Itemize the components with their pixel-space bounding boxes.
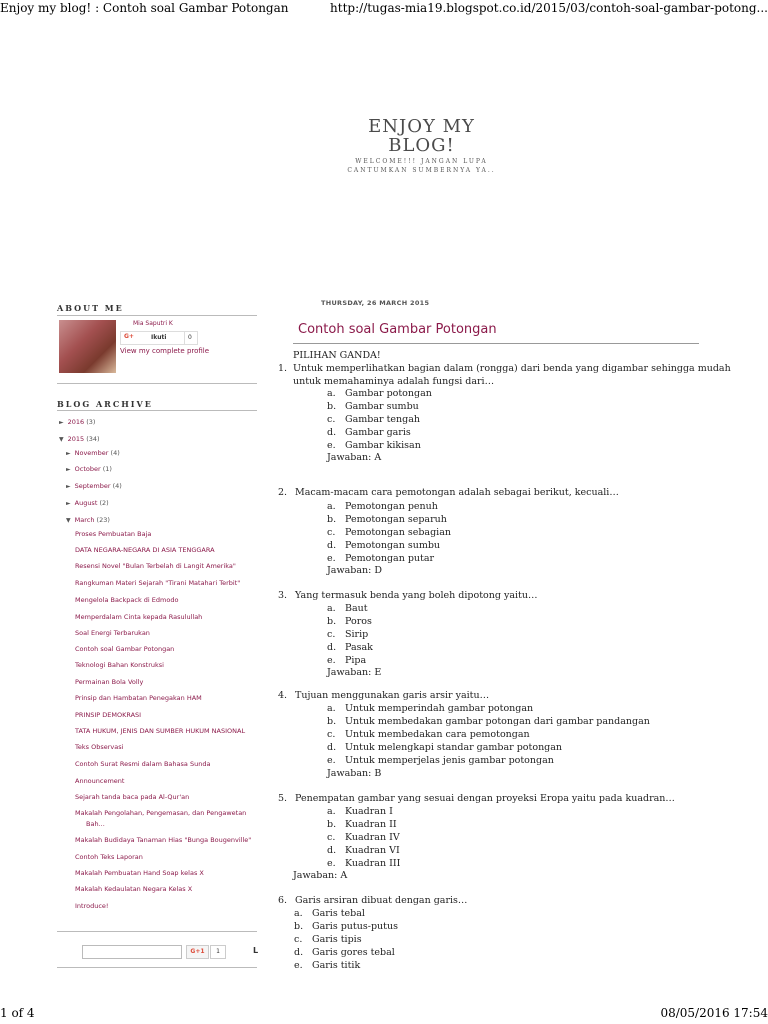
archive-year-2016[interactable]	[59, 418, 95, 426]
option-letter: d.	[327, 540, 337, 551]
question-text: Untuk memperlihatkan bagian dalam (rongga) dari benda yang digambar sehingga mudah	[293, 363, 731, 374]
archive-post-link[interactable]: Mengelola Backpack di Edmodo	[75, 596, 179, 604]
archive-post-link[interactable]: Teks Observasi	[75, 743, 124, 751]
question-number: 2.	[278, 487, 288, 498]
option-letter: d.	[294, 947, 304, 958]
gplus-one-button[interactable]: G+1	[186, 945, 209, 959]
option-text: Garis tipis	[312, 934, 362, 945]
archive-post-link[interactable]: Prinsip dan Hambatan Penegakan HAM	[75, 694, 202, 702]
blog-description	[0, 157, 768, 175]
option-letter: b.	[327, 819, 337, 830]
archive-year-label[interactable]: 2015	[67, 435, 85, 443]
search-input[interactable]	[82, 945, 182, 959]
option-text: Pipa	[345, 655, 367, 666]
archive-month-october[interactable]	[66, 465, 112, 473]
archive-count: (1)	[102, 465, 112, 473]
print-page-url: http://tugas-mia19.blogspot.co.id/2015/03/contoh-soal-gambar-potong...	[330, 1, 768, 15]
question-text: Macam-macam cara pemotongan adalah sebagai berikut, kecuali…	[295, 487, 619, 498]
archive-post-link[interactable]: Sejarah tanda baca pada Al-Qur'an	[75, 793, 190, 801]
option-text: Untuk membedakan gambar potongan dari gambar pandangan	[345, 716, 650, 727]
option-text: Garis titik	[312, 960, 361, 971]
archive-post-link[interactable]: Memperdalam Cinta kepada Rasulullah	[75, 613, 203, 621]
option-letter: c.	[327, 414, 336, 425]
option-text: Untuk melengkapi standar gambar potongan	[345, 742, 563, 753]
archive-count: (4)	[110, 449, 120, 457]
question-number: 5.	[278, 793, 288, 804]
option-text: Pemotongan sumbu	[345, 540, 441, 551]
option-letter: e.	[327, 755, 336, 766]
option-letter: a.	[294, 908, 303, 919]
question-number: 6.	[278, 895, 288, 906]
option-letter: b.	[327, 514, 337, 525]
option-letter: a.	[327, 703, 336, 714]
archive-post-link[interactable]: Makalah Budidaya Tanaman Hias "Bunga Bougenville"	[75, 836, 252, 844]
archive-count: (23)	[96, 516, 110, 524]
archive-month-august[interactable]	[66, 499, 109, 507]
option-letter: a.	[327, 806, 336, 817]
option-text: Gambar potongan	[345, 388, 432, 399]
archive-post-link[interactable]: Soal Energi Terbarukan	[75, 629, 150, 637]
post-title[interactable]: Contoh soal Gambar Potongan	[298, 322, 497, 337]
option-text: Poros	[345, 616, 372, 627]
archive-post-link[interactable]: Permainan Bola Volly	[75, 678, 144, 686]
truncated-widget-label: L	[253, 946, 259, 955]
archive-month-label[interactable]: October	[74, 465, 101, 473]
archive-post-link-continued[interactable]: Bah...	[86, 820, 105, 828]
question-text: Garis arsiran dibuat dengan garis…	[295, 895, 468, 906]
archive-month-label[interactable]: March	[74, 516, 95, 524]
option-letter: d.	[327, 845, 337, 856]
option-letter: c.	[294, 934, 303, 945]
profile-name-link[interactable]: Mia Saputri K	[133, 320, 173, 327]
question-number: 3.	[278, 590, 288, 601]
print-page-number: 1 of 4	[0, 1006, 35, 1020]
option-text: Garis putus-putus	[312, 921, 398, 932]
archive-count: (2)	[99, 499, 109, 507]
print-timestamp: 08/05/2016 17:54	[660, 1006, 768, 1020]
question-text: untuk memahaminya adalah fungsi dari…	[293, 376, 495, 387]
archive-post-link[interactable]: PRINSIP DEMOKRASI	[75, 711, 142, 719]
blog-title[interactable]	[0, 117, 768, 155]
triangle-right-icon[interactable]: ►	[66, 450, 71, 457]
triangle-down-icon[interactable]: ▼	[66, 517, 71, 524]
divider	[57, 410, 257, 411]
option-letter: b.	[327, 401, 337, 412]
option-letter: c.	[327, 832, 336, 843]
option-letter: e.	[294, 960, 303, 971]
archive-post-link[interactable]: Makalah Kedaulatan Negara Kelas X	[75, 885, 193, 893]
answer-text: Jawaban: E	[327, 667, 382, 678]
archive-count: (4)	[112, 482, 122, 490]
option-text: Gambar tengah	[345, 414, 420, 425]
divider	[293, 343, 699, 344]
blog-title-line2: BLOG!	[388, 135, 455, 156]
option-text: Gambar kikisan	[345, 440, 421, 451]
archive-post-link[interactable]: Contoh Teks Laporan	[75, 853, 143, 861]
archive-post-link[interactable]: Introduce!	[75, 902, 109, 910]
option-letter: a.	[327, 501, 336, 512]
archive-post-link[interactable]: Makalah Pengolahan, Pengemasan, dan Pengawetan	[75, 809, 247, 817]
option-letter: b.	[294, 921, 304, 932]
option-text: Kuadran VI	[345, 845, 400, 856]
archive-count: (3)	[86, 418, 96, 426]
option-letter: e.	[327, 655, 336, 666]
option-text: Pemotongan separuh	[345, 514, 447, 525]
archive-post-link[interactable]: Contoh soal Gambar Potongan	[75, 645, 175, 653]
about-me-heading: ABOUT ME	[57, 303, 124, 313]
triangle-down-icon[interactable]: ▼	[59, 436, 64, 443]
archive-post-link[interactable]: Makalah Pembuatan Hand Soap kelas X	[75, 869, 204, 877]
option-text: Pemotongan putar	[345, 553, 435, 564]
archive-post-link[interactable]: Resensi Novel "Bulan Terbelah di Langit Amerika"	[75, 562, 236, 570]
section-heading: PILIHAN GANDA!	[293, 350, 381, 361]
archive-month-march[interactable]	[66, 516, 110, 524]
triangle-right-icon[interactable]: ►	[59, 419, 64, 426]
divider	[184, 332, 185, 344]
option-letter: e.	[327, 440, 336, 451]
option-text: Kuadran I	[345, 806, 393, 817]
divider	[57, 931, 257, 932]
gplus-one-count: 1	[210, 945, 226, 959]
print-footer	[0, 1006, 768, 1024]
archive-post-link[interactable]: Proses Pembuatan Baja	[75, 530, 152, 538]
print-page-title: Enjoy my blog! : Contoh soal Gambar Potongan	[0, 1, 289, 15]
archive-post-link[interactable]: DATA NEGARA-NEGARA DI ASIA TENGGARA	[75, 546, 215, 554]
option-letter: a.	[327, 388, 336, 399]
blog-desc-line2: CANTUMKAN SUMBERNYA YA..	[347, 167, 496, 174]
triangle-right-icon[interactable]: ►	[66, 466, 71, 473]
option-text: Pasak	[345, 642, 373, 653]
follow-count: 0	[188, 334, 192, 341]
question-text: Yang termasuk benda yang boleh dipotong yaitu…	[295, 590, 538, 601]
option-letter: e.	[327, 858, 336, 869]
option-letter: d.	[327, 427, 337, 438]
option-letter: e.	[327, 553, 336, 564]
archive-month-label[interactable]: November	[74, 449, 109, 457]
option-text: Gambar garis	[345, 427, 411, 438]
option-letter: c.	[327, 629, 336, 640]
blog-desc-line1: WELCOME!!! JANGAN LUPA	[355, 158, 488, 165]
archive-year-label[interactable]: 2016	[67, 418, 85, 426]
divider	[57, 383, 257, 384]
question-number: 1.	[278, 363, 288, 374]
option-letter: a.	[327, 603, 336, 614]
avatar[interactable]	[59, 320, 116, 373]
option-letter: c.	[327, 527, 336, 538]
gplus-icon: G+	[124, 333, 134, 340]
archive-post-link[interactable]: Contoh Surat Resmi dalam Bahasa Sunda	[75, 760, 211, 768]
option-text: Baut	[345, 603, 368, 614]
follow-button[interactable]: Ikuti	[151, 334, 167, 341]
option-letter: b.	[327, 716, 337, 727]
question-number: 4.	[278, 690, 288, 701]
archive-count: (34)	[86, 435, 100, 443]
gplus-follow-widget[interactable]	[120, 331, 198, 345]
answer-text: Jawaban: A	[327, 452, 382, 463]
triangle-right-icon[interactable]: ►	[66, 483, 71, 490]
option-text: Garis tebal	[312, 908, 365, 919]
option-text: Untuk memperindah gambar potongan	[345, 703, 534, 714]
archive-post-link[interactable]: Teknologi Bahan Konstruksi	[75, 661, 164, 669]
print-header	[0, 0, 768, 20]
divider	[57, 967, 257, 968]
archive-month-november[interactable]	[66, 449, 120, 457]
answer-text: Jawaban: B	[327, 768, 382, 779]
archive-month-september[interactable]	[66, 482, 122, 490]
question-text: Tujuan menggunakan garis arsir yaitu…	[295, 690, 490, 701]
option-text: Kuadran III	[345, 858, 401, 869]
option-letter: d.	[327, 742, 337, 753]
divider	[57, 315, 257, 316]
triangle-right-icon[interactable]: ►	[66, 500, 71, 507]
option-text: Gambar sumbu	[345, 401, 419, 412]
option-letter: d.	[327, 642, 337, 653]
option-text: Pemotongan penuh	[345, 501, 438, 512]
option-letter: c.	[327, 729, 336, 740]
option-text: Untuk membedakan cara pemotongan	[345, 729, 530, 740]
answer-text: Jawaban: A	[293, 870, 348, 881]
option-text: Kuadran II	[345, 819, 397, 830]
archive-post-link[interactable]: TATA HUKUM, JENIS DAN SUMBER HUKUM NASIONAL	[75, 727, 246, 735]
blog-title-line1: ENJOY MY	[368, 116, 475, 137]
answer-text: Jawaban: D	[327, 565, 382, 576]
archive-year-2015[interactable]	[59, 435, 100, 443]
option-letter: b.	[327, 616, 337, 627]
option-text: Garis gores tebal	[312, 947, 395, 958]
archive-post-link[interactable]: Rangkuman Materi Sejarah "Tirani Matahari Terbit"	[75, 579, 241, 587]
blog-archive-heading: BLOG ARCHIVE	[57, 399, 153, 409]
option-text: Kuadran IV	[345, 832, 400, 843]
option-text: Untuk memperjelas jenis gambar potongan	[345, 755, 554, 766]
post-date-header: THURSDAY, 26 MARCH 2015	[321, 299, 430, 307]
option-text: Pemotongan sebagian	[345, 527, 451, 538]
view-profile-link[interactable]: View my complete profile	[120, 347, 210, 355]
archive-month-label[interactable]: September	[74, 482, 111, 490]
option-text: Sirip	[345, 629, 369, 640]
archive-month-label[interactable]: August	[74, 499, 98, 507]
question-text: Penempatan gambar yang sesuai dengan proyeksi Eropa yaitu pada kuadran…	[295, 793, 675, 804]
archive-post-link[interactable]: Announcement	[75, 777, 125, 785]
